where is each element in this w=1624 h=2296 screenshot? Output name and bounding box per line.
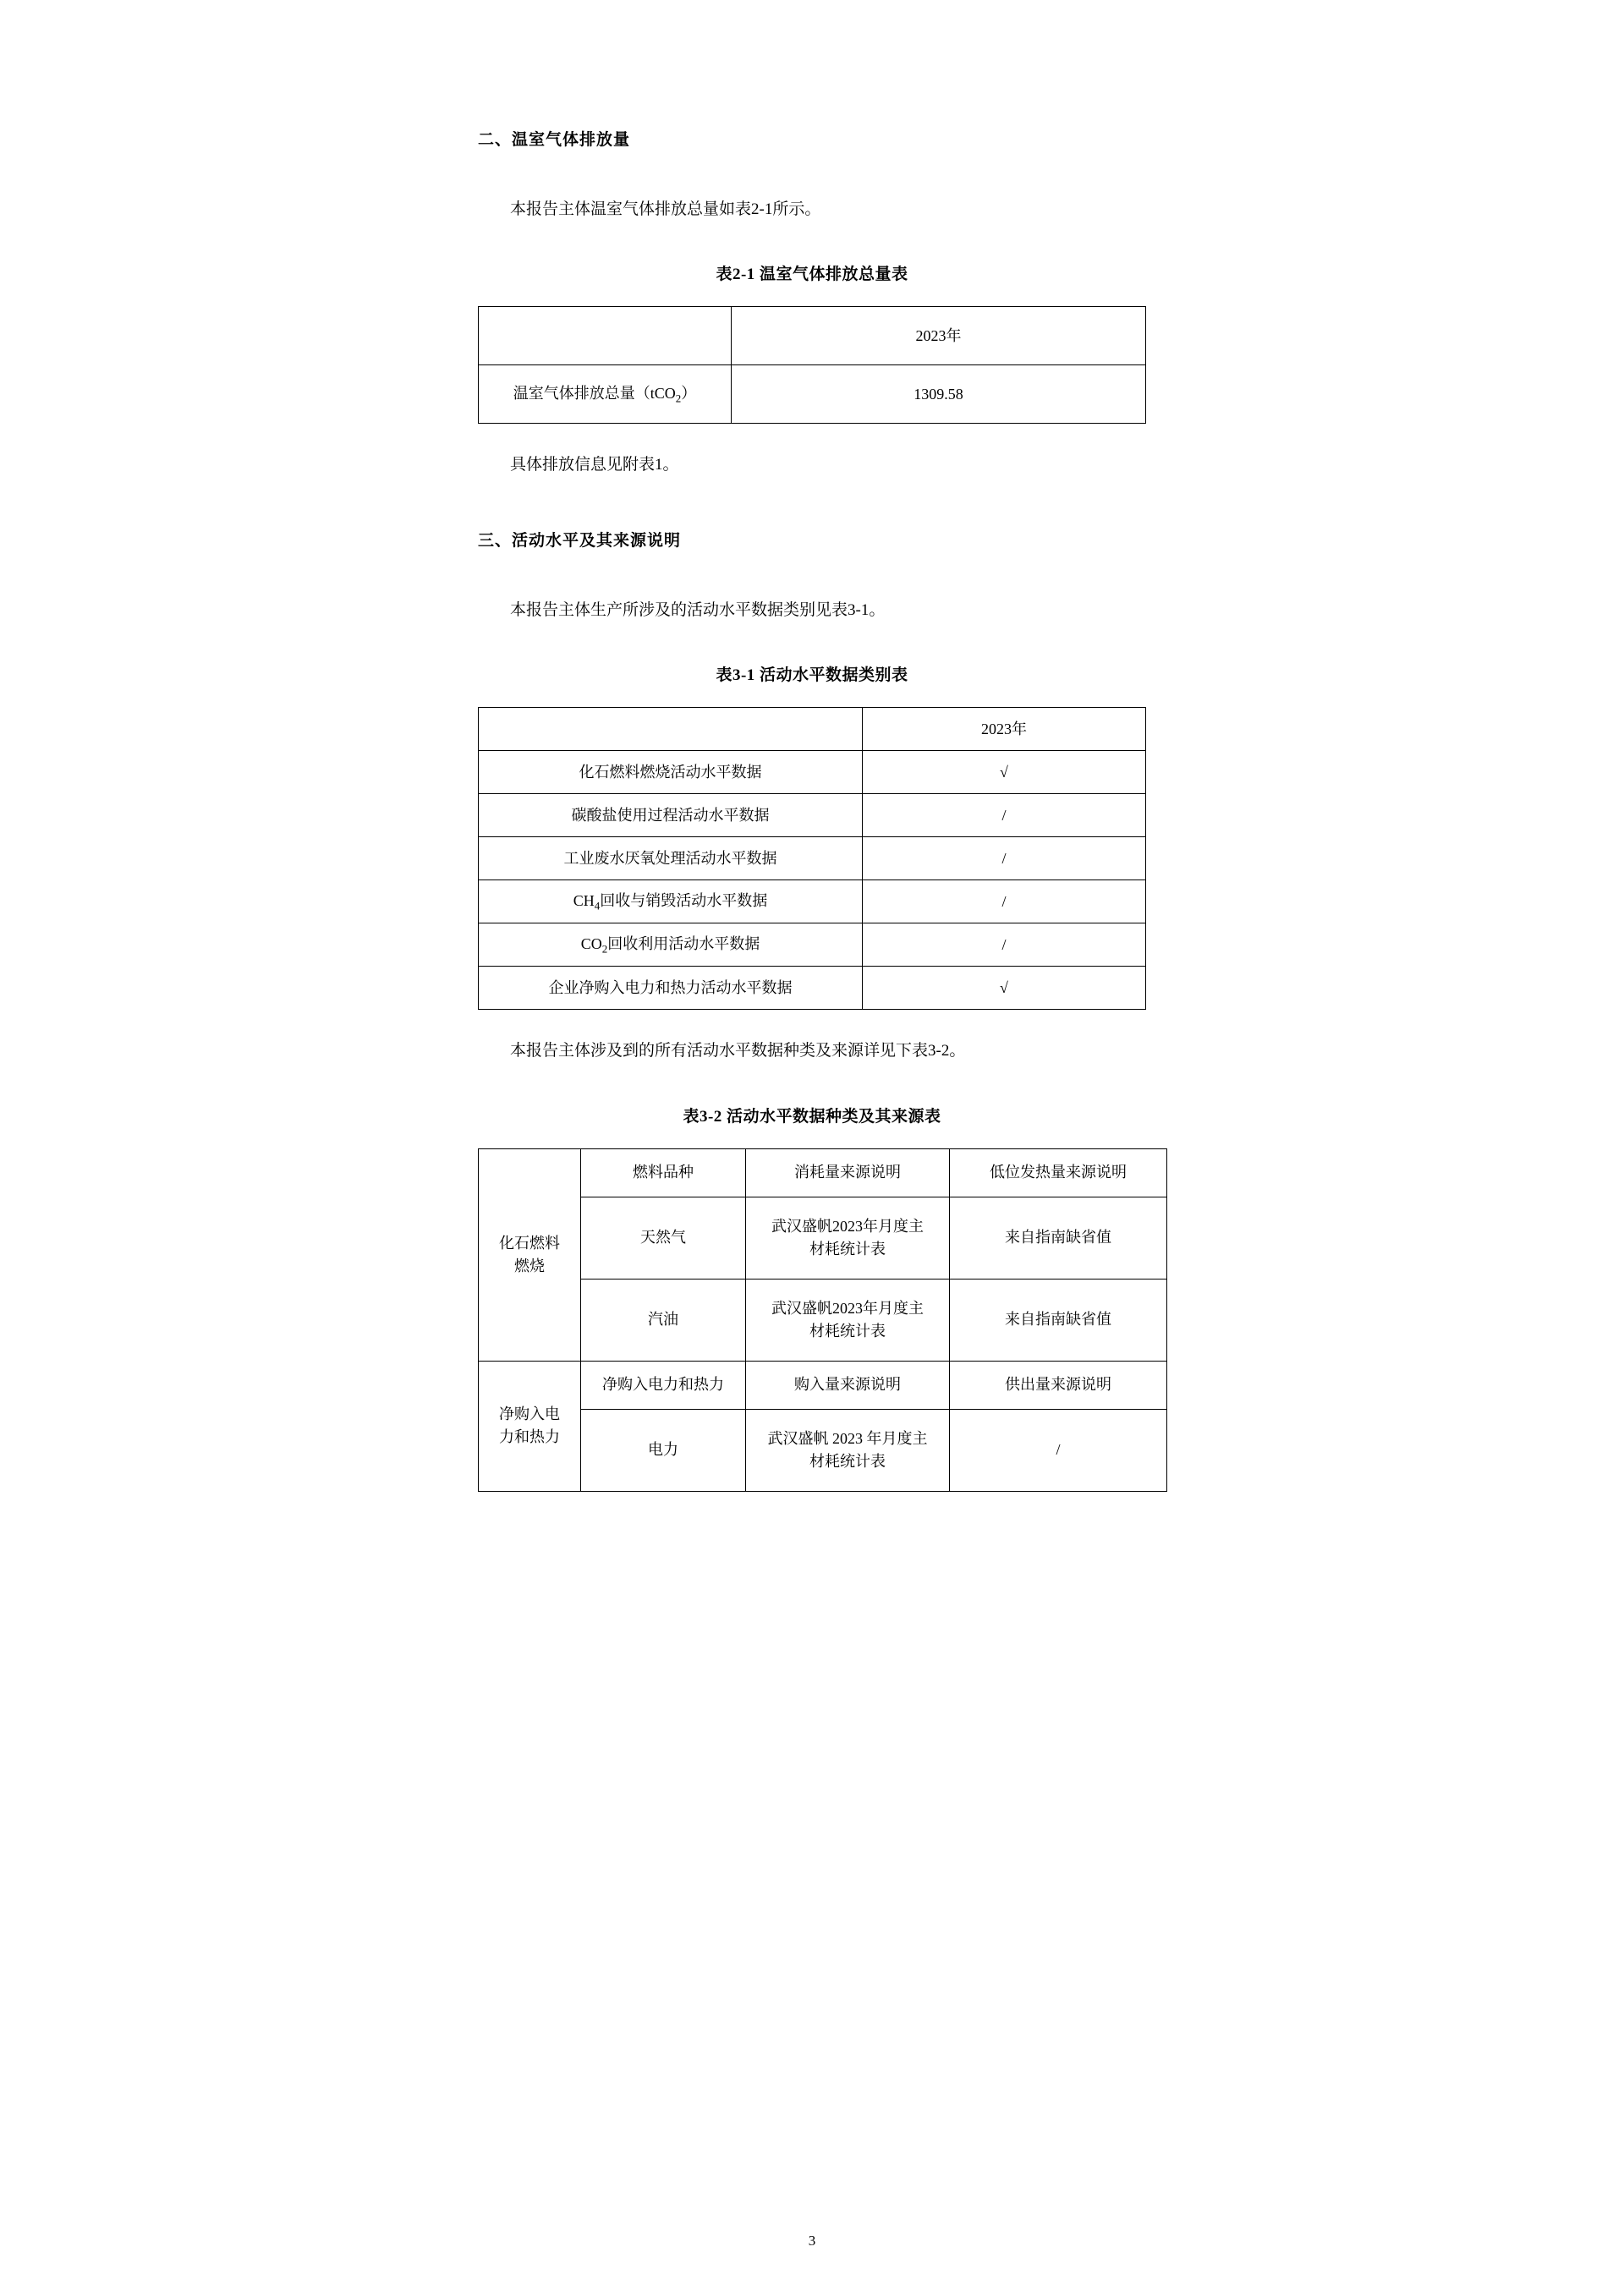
label-prefix: CH [573,891,595,909]
source-line2: 材耗统计表 [809,1322,886,1340]
table-row [479,708,1146,751]
table-row [479,1361,1167,1409]
table-3-1-title: 表3-1 活动水平数据类别表 [716,666,908,685]
table-3-2-header-heat-source: 低位发热量来源说明 [950,1148,1167,1197]
table-3-1-row-label: 企业净购入电力和热力活动水平数据 [479,967,863,1010]
section-heading-3: 三、活动水平及其来源说明 [478,531,682,550]
table-3-2 [478,1148,1167,1492]
table-3-2-heat-source: 来自指南缺省值 [950,1197,1167,1279]
source-line1: 武汉盛帆 2023 年月度主 [767,1429,928,1447]
source-line1: 武汉盛帆2023年月度主 [771,1299,924,1317]
table-3-1 [478,707,1146,1010]
label-suffix: 回收利用活动水平数据 [607,934,760,952]
table-row [479,794,1146,837]
table-3-1-row-value: / [863,923,1146,967]
table-row [479,923,1146,967]
document-page [338,0,1286,2296]
table-3-1-row-value: / [863,794,1146,837]
table-3-1-row-label: 工业废水厌氧处理活动水平数据 [479,837,863,880]
group-name-line1: 净购入电 [499,1406,560,1423]
table-3-2-heat-source: / [950,1409,1167,1491]
table-3-1-row-value: / [863,837,1146,880]
group-name-line2: 燃烧 [514,1257,545,1274]
table-3-2-group2-name [479,1361,581,1491]
table-row [479,880,1146,923]
table-3-1-row-label: 化石燃料燃烧活动水平数据 [479,751,863,794]
table-3-1-row-value: √ [863,967,1146,1010]
table-3-1-header-col1 [479,708,863,751]
group-name-line2: 力和热力 [499,1428,560,1446]
label-subscript: 4 [594,899,601,912]
section-3-note: 本报告主体涉及到的所有活动水平数据种类及来源详见下表3-2。 [510,1042,966,1060]
label-suffix: 回收与销毁活动水平数据 [600,891,768,909]
table-3-2-header-purchase-source: 购入量来源说明 [746,1361,950,1409]
table-3-2-fuel: 电力 [581,1409,746,1491]
table-2-1-title: 表2-1 温室气体排放总量表 [716,266,908,284]
table-row [479,1148,1167,1197]
table-2-1-row-label [479,365,732,424]
section-2-note: 具体排放信息见附表1。 [510,456,679,474]
table-row [479,365,1146,424]
table-3-2-consumption-source [746,1409,950,1491]
table-3-1-row-value: / [863,880,1146,923]
table-3-2-heat-source: 来自指南缺省值 [950,1279,1167,1361]
table-3-1-row-value: √ [863,751,1146,794]
page-number: 3 [808,2233,816,2249]
section-2-intro-paragraph: 本报告主体温室气体排放总量如表2-1所示。 [510,200,821,218]
table-2-1 [478,306,1146,424]
table-3-1-header-col2: 2023年 [863,708,1146,751]
table-3-2-consumption-source [746,1279,950,1361]
label-prefix: 温室气体排放总量（tCO [513,384,676,402]
section-heading-2: 二、温室气体排放量 [478,131,631,149]
table-2-1-row-value: 1309.58 [732,365,1146,424]
table-3-2-consumption-source [746,1197,950,1279]
table-3-2-title: 表3-2 活动水平数据种类及其来源表 [683,1107,941,1126]
table-3-1-row-label: 碳酸盐使用过程活动水平数据 [479,794,863,837]
table-3-1-row-label [479,880,863,923]
table-2-1-header-col1 [479,307,732,365]
table-row [479,307,1146,365]
table-3-2-group1-name [479,1148,581,1361]
section-3-intro-paragraph: 本报告主体生产所涉及的活动水平数据类别见表3-1。 [510,600,886,619]
table-3-2-header-consumption-source: 消耗量来源说明 [746,1148,950,1197]
table-3-2-header-supply-source: 供出量来源说明 [950,1361,1167,1409]
table-3-2-fuel: 天然气 [581,1197,746,1279]
source-line2: 材耗统计表 [809,1240,886,1258]
label-suffix: ） [681,384,697,402]
table-2-1-header-col2: 2023年 [732,307,1146,365]
label-prefix: CO [580,934,602,952]
label-subscript: 2 [675,392,682,405]
table-row [479,967,1146,1010]
table-3-2-header-fuel: 燃料品种 [581,1148,746,1197]
table-3-1-row-label [479,923,863,967]
source-line2: 材耗统计表 [809,1452,886,1470]
source-line1: 武汉盛帆2023年月度主 [771,1217,924,1235]
table-row [479,837,1146,880]
table-row [479,1197,1167,1279]
group-name-line1: 化石燃料 [499,1234,560,1252]
table-3-2-fuel: 汽油 [581,1279,746,1361]
table-row [479,751,1146,794]
table-3-2-header-purchased-power: 净购入电力和热力 [581,1361,746,1409]
table-row [479,1279,1167,1361]
table-row [479,1409,1167,1491]
label-subscript: 2 [601,942,608,956]
